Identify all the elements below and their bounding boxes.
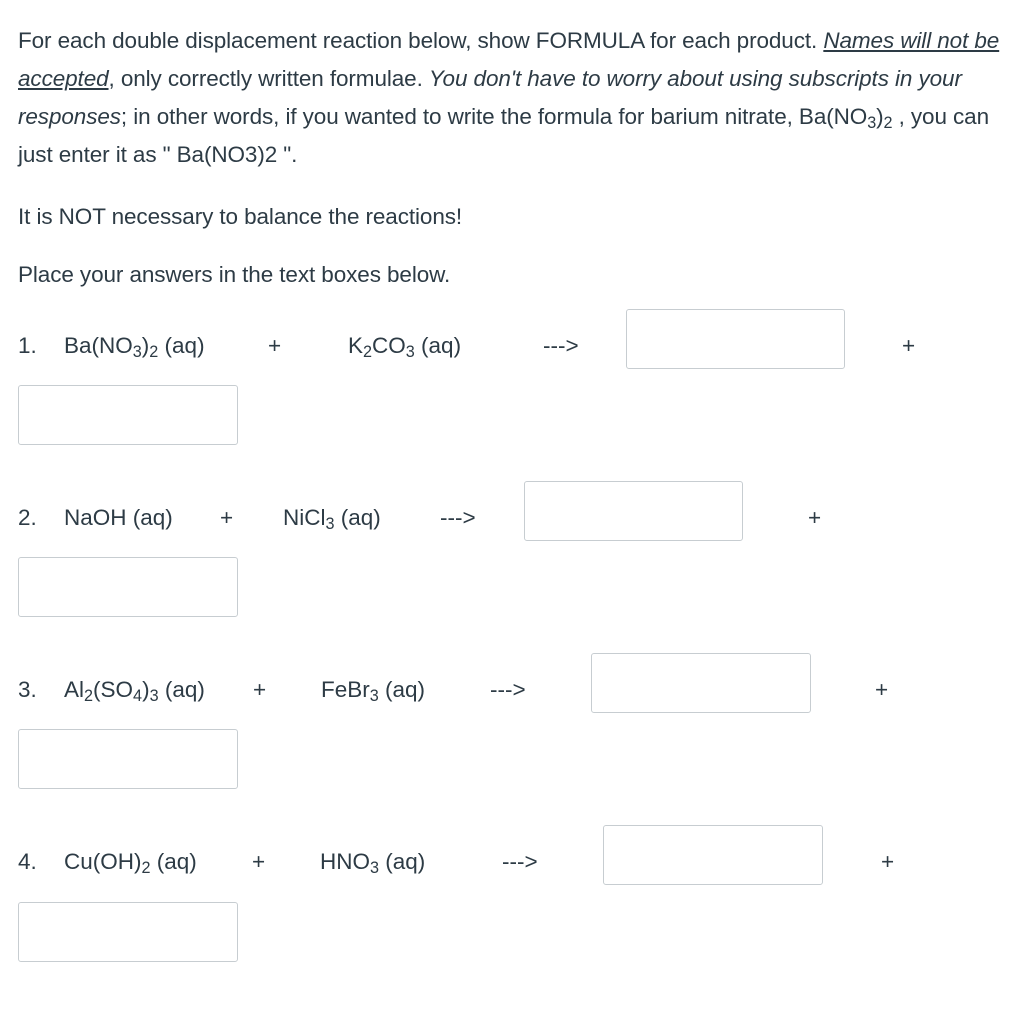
reaction-number: 1. [18, 333, 37, 358]
subscript: 2 [883, 114, 893, 133]
no-balance-note: It is NOT necessary to balance the reactions! [18, 204, 463, 229]
plus-sign: + [902, 333, 916, 358]
instructions-text: , you can just enter it as " Ba(NO3)2 ". [18, 104, 989, 167]
instructions-text: ; in other words, if you wanted to write the formula for barium nitrate, Ba(NO [120, 104, 868, 129]
plus-sign: + [268, 333, 282, 358]
subscripts-note-text: You don't have to worry about using subscripts in your responses [18, 66, 962, 129]
product-1-input[interactable] [626, 309, 845, 369]
reactant-2: NiCl$_3$ (aq) [283, 505, 381, 534]
product-2-input[interactable] [18, 902, 238, 962]
product-1-input[interactable] [603, 825, 823, 885]
reactant-2: $HNO_3$ (aq) [320, 849, 426, 878]
reaction-number: 3. [18, 677, 37, 702]
plus-sign: + [881, 849, 895, 874]
reactant-2: $K_2CO_3$ (aq) [348, 333, 462, 362]
reactant-2: FeBr$_3$ (aq) [321, 677, 426, 706]
reactant-1: NaOH (aq) [64, 505, 173, 530]
arrow: ---> [543, 333, 579, 358]
reactant-1: $Ba(NO_3)_2$ (aq) [64, 333, 205, 362]
arrow: ---> [502, 849, 538, 874]
instructions-paragraph-1 [18, 22, 1013, 174]
plus-sign: + [875, 677, 889, 702]
names-not-accepted-text: Names will not be accepted [18, 28, 1000, 91]
reaction-number: 2. [18, 505, 37, 530]
product-2-input[interactable] [18, 557, 238, 617]
instructions-text: For each double displacement reaction below, show FORMULA for each product. [18, 28, 824, 53]
arrow: ---> [490, 677, 526, 702]
subscript: 3 [867, 114, 877, 133]
plus-sign: + [808, 505, 822, 530]
reactant-1: $Al_2(SO_4)_3$ (aq) [64, 677, 205, 706]
product-2-input[interactable] [18, 729, 238, 789]
product-1-input[interactable] [524, 481, 743, 541]
plus-sign: + [253, 677, 267, 702]
arrow: ---> [440, 505, 476, 530]
reaction-number: 4. [18, 849, 37, 874]
plus-sign: + [220, 505, 234, 530]
plus-sign: + [252, 849, 266, 874]
instructions [18, 22, 1013, 287]
product-1-input[interactable] [591, 653, 811, 713]
instructions-text: ) [876, 104, 884, 129]
product-2-input[interactable] [18, 385, 238, 445]
place-answers-note: Place your answers in the text boxes below. [18, 262, 451, 287]
instructions-text: , only correctly written formulae. [108, 66, 429, 91]
reactant-1: $Cu(OH)_2$ (aq) [64, 849, 197, 878]
